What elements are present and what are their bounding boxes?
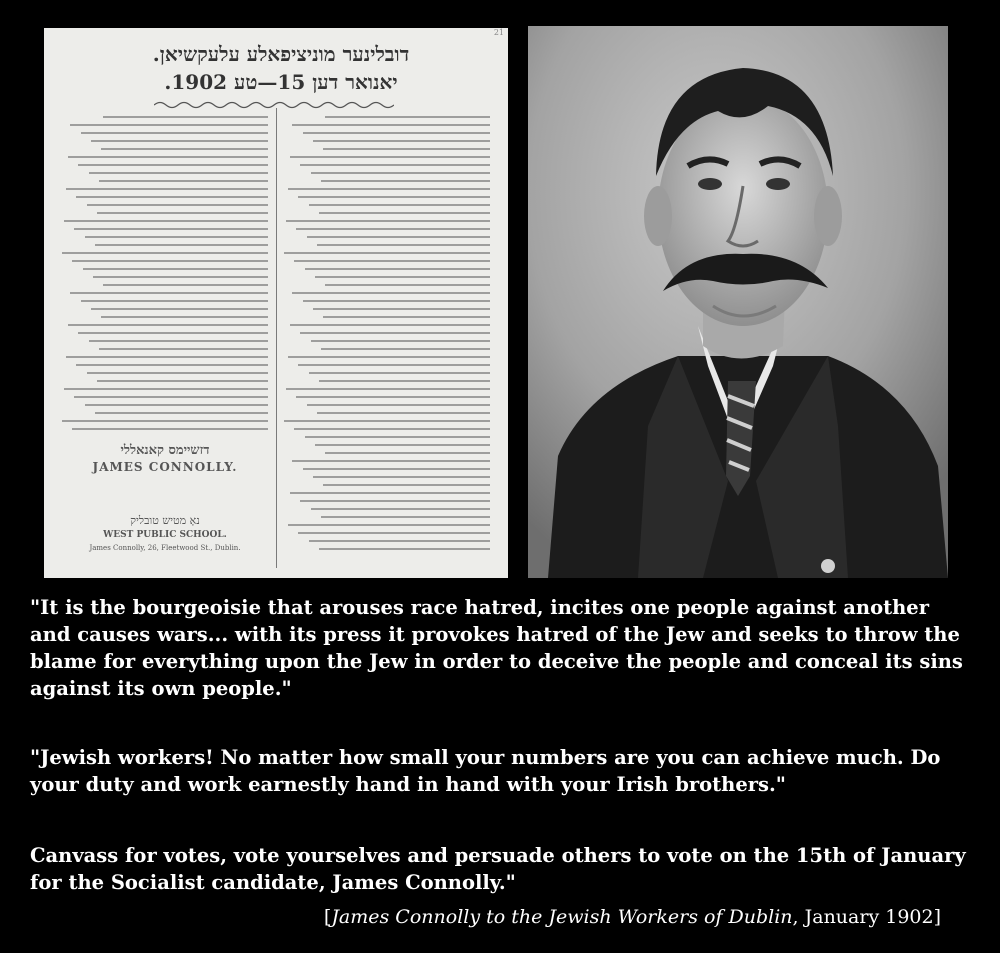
leaflet-text-line: [313, 140, 490, 142]
leaflet-text-line: [296, 396, 490, 398]
leaflet-text-line: [313, 308, 490, 310]
leaflet-text-line: [62, 252, 268, 254]
leaflet-text-line: [300, 500, 490, 502]
leaflet-signature-latin: JAMES CONNOLLY.: [92, 460, 238, 474]
leaflet-text-line: [307, 236, 490, 238]
attribution: [324, 906, 941, 928]
leaflet-text-line: [303, 132, 490, 134]
leaflet-text-line: [95, 412, 268, 414]
leaflet-text-line: [68, 156, 268, 158]
leaflet-text-line: [298, 532, 490, 534]
leaflet-text-line: [81, 300, 268, 302]
leaflet-text-line: [89, 340, 268, 342]
leaflet-text-line: [95, 244, 268, 246]
leaflet-text-line: [64, 388, 268, 390]
leaflet-text-line: [101, 148, 268, 150]
leaflet-text-line: [85, 236, 268, 238]
portrait-illustration: [528, 26, 948, 578]
leaflet-text-line: [99, 180, 268, 182]
leaflet-text-line: [85, 404, 268, 406]
leaflet-text-line: [294, 428, 490, 430]
leaflet-text-line: [294, 260, 490, 262]
leaflet-headline-line-2: יאנואר דען 15—טע 1902.: [164, 70, 398, 94]
leaflet-text-line: [72, 260, 268, 262]
leaflet-wave-rule: [154, 100, 394, 110]
leaflet-text-line: [91, 140, 268, 142]
leaflet-text-line: [315, 276, 490, 278]
yiddish-leaflet-image: [44, 28, 508, 578]
leaflet-text-line: [325, 284, 490, 286]
leaflet-signature-hebrew: דזשיימס קאנאללי: [120, 443, 210, 458]
leaflet-text-line: [325, 116, 490, 118]
leaflet-text-line: [99, 348, 268, 350]
leaflet-text-line: [70, 124, 268, 126]
leaflet-text-line: [103, 116, 268, 118]
leaflet-text-line: [321, 516, 490, 518]
leaflet-text-line: [288, 524, 490, 526]
leaflet-text-line: [296, 228, 490, 230]
leaflet-text-line: [290, 156, 490, 158]
leaflet-text-line: [81, 132, 268, 134]
leaflet-text-line: [319, 212, 490, 214]
leaflet-text-line: [309, 372, 490, 374]
leaflet-text-line: [311, 340, 490, 342]
leaflet-text-line: [288, 356, 490, 358]
attribution-date: , January 1902]: [792, 906, 941, 928]
leaflet-text-line: [78, 332, 268, 334]
leaflet-left-column-text: [62, 116, 268, 446]
leaflet-text-line: [300, 164, 490, 166]
leaflet-text-line: [74, 228, 268, 230]
leaflet-text-line: [89, 172, 268, 174]
leaflet-text-line: [286, 388, 490, 390]
leaflet-text-line: [319, 548, 490, 550]
leaflet-text-line: [309, 204, 490, 206]
attribution-open-bracket: [: [323, 906, 332, 928]
leaflet-text-line: [290, 324, 490, 326]
leaflet-text-line: [93, 276, 268, 278]
leaflet-footer-hebrew: נאָ מטיש טובליק: [130, 514, 200, 527]
leaflet-text-line: [83, 268, 268, 270]
leaflet-text-line: [317, 244, 490, 246]
leaflet-text-line: [323, 316, 490, 318]
leaflet-text-line: [292, 460, 490, 462]
leaflet-text-line: [78, 164, 268, 166]
leaflet-footer-small: James Connolly, 26, Fleetwood St., Dublin.: [89, 544, 241, 552]
leaflet-text-line: [66, 356, 268, 358]
leaflet-text-line: [284, 420, 490, 422]
leaflet-text-line: [303, 300, 490, 302]
leaflet-text-line: [68, 324, 268, 326]
leaflet-text-line: [311, 508, 490, 510]
leaflet-text-line: [76, 196, 268, 198]
leaflet-text-line: [62, 420, 268, 422]
leaflet-page-number: 21: [493, 28, 504, 37]
leaflet-footer-latin: WEST PUBLIC SCHOOL.: [103, 530, 227, 540]
leaflet-text-line: [76, 364, 268, 366]
leaflet-text-line: [313, 476, 490, 478]
leaflet-text-line: [91, 308, 268, 310]
leaflet-text-line: [321, 348, 490, 350]
leaflet-text-line: [303, 468, 490, 470]
leaflet-right-column-text: [284, 116, 490, 556]
leaflet-text-line: [311, 172, 490, 174]
leaflet-text-line: [323, 484, 490, 486]
leaflet-text-line: [298, 196, 490, 198]
leaflet-text-line: [323, 148, 490, 150]
leaflet-text-line: [87, 204, 268, 206]
leaflet-text-line: [103, 284, 268, 286]
leaflet-text-line: [307, 404, 490, 406]
leaflet-text-line: [72, 428, 268, 430]
leaflet-headline-line-1: דובלינער מוניציפאלע עלעקשיאן.: [152, 42, 410, 66]
leaflet-text-line: [305, 436, 490, 438]
quote-canvass-for-votes: Canvass for votes, vote yourselves and persuade others to vote on the 15th of January for the Socialist candidate, James Connolly.": [30, 844, 966, 894]
leaflet-text-line: [64, 220, 268, 222]
leaflet-text-line: [321, 180, 490, 182]
attribution-title: James Connolly to the Jewish Workers of Dublin: [331, 906, 793, 928]
leaflet-text-line: [70, 292, 268, 294]
leaflet-text-line: [315, 444, 490, 446]
portrait-photo: [528, 26, 948, 578]
leaflet-text-line: [325, 452, 490, 454]
quote-jewish-workers: "Jewish workers! No matter how small your numbers are you can achieve much. Do your duty and work earnestly hand in hand with your Irish brothers.": [30, 746, 941, 796]
leaflet-text-line: [305, 268, 490, 270]
leaflet-column-divider: [276, 108, 277, 568]
leaflet-text-line: [292, 124, 490, 126]
leaflet-text-line: [97, 212, 268, 214]
leaflet-text-line: [66, 188, 268, 190]
leaflet-text-line: [101, 316, 268, 318]
leaflet-text-line: [309, 540, 490, 542]
leaflet-text-line: [317, 412, 490, 414]
leaflet-text-line: [288, 188, 490, 190]
leaflet-text-line: [87, 372, 268, 374]
leaflet-text-line: [319, 380, 490, 382]
leaflet-text-line: [286, 220, 490, 222]
leaflet-text-line: [97, 380, 268, 382]
leaflet-text-line: [298, 364, 490, 366]
leaflet-text-line: [300, 332, 490, 334]
quote-bourgeoisie: "It is the bourgeoisie that arouses race hatred, incites one people against another and causes wars... with its press it provokes hatred of the Jew and seeks to throw the blame for everything upon the Jew in order to deceive the people and conceal its sins against its own people.": [30, 596, 963, 700]
leaflet-text-line: [290, 492, 490, 494]
leaflet-text-line: [292, 292, 490, 294]
leaflet-text-line: [74, 396, 268, 398]
leaflet-text-line: [284, 252, 490, 254]
